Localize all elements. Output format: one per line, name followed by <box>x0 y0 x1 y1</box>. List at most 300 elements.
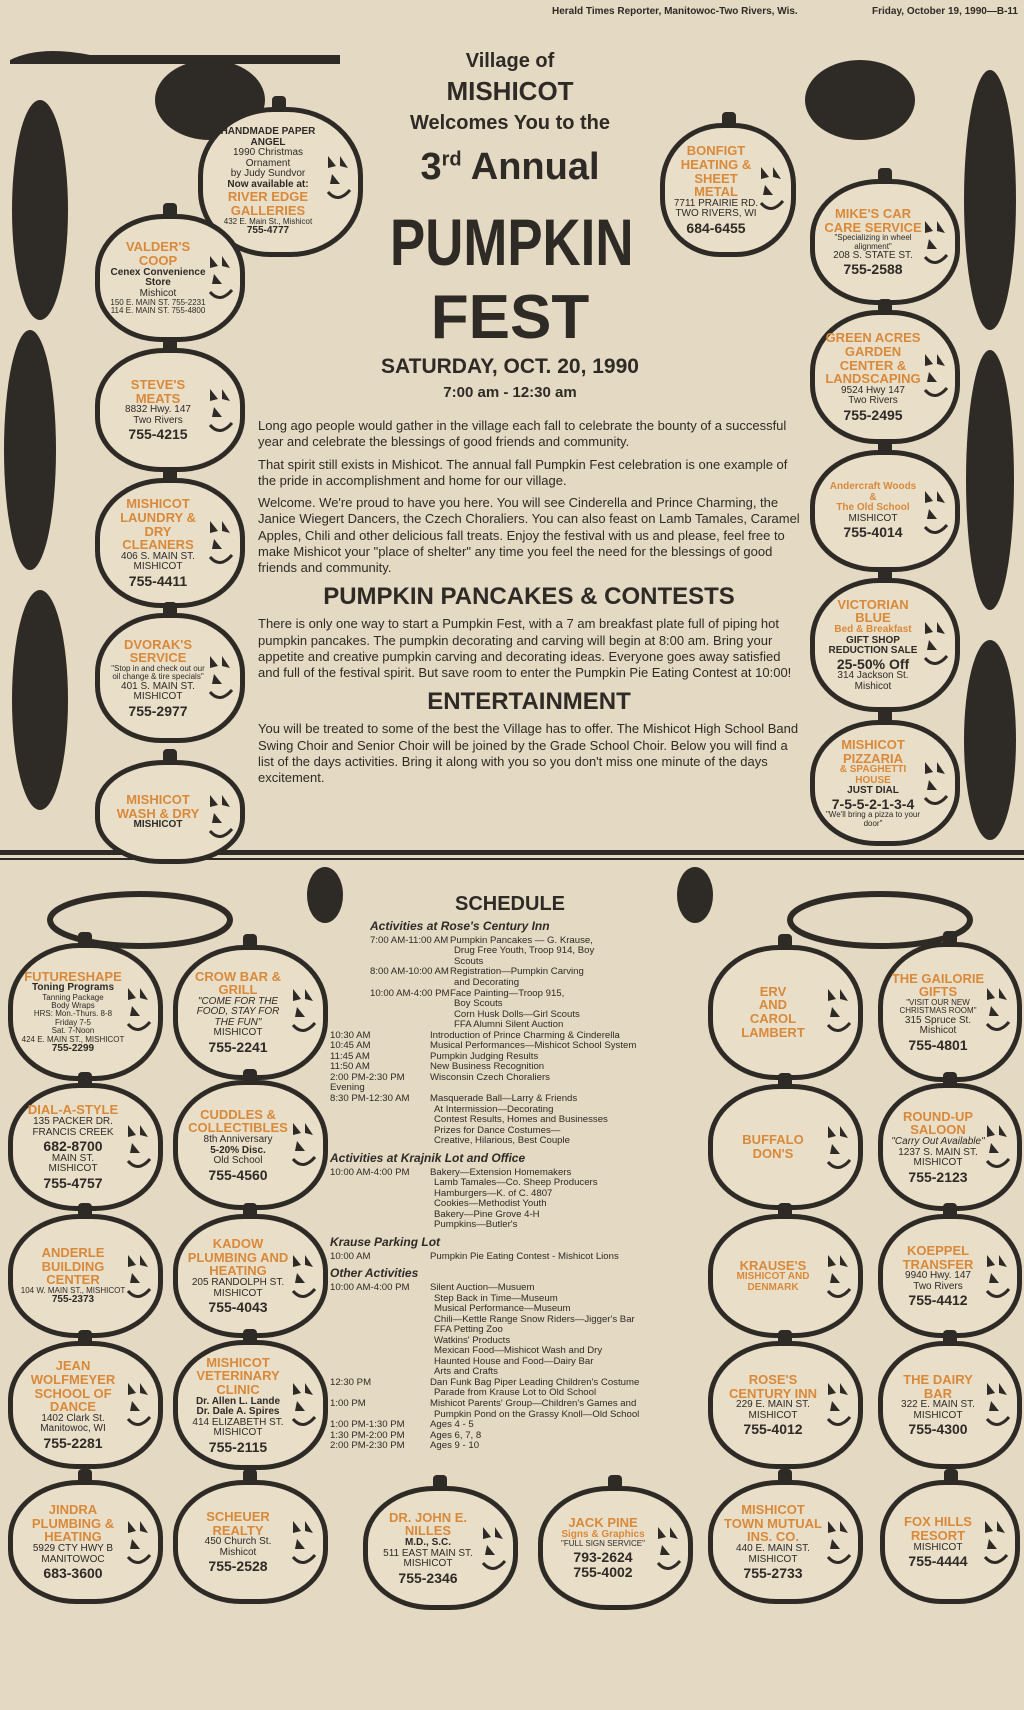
schedule-row <box>330 1094 670 1147</box>
schedule-title: SCHEDULE <box>454 893 565 915</box>
ad-line-name: MISHICOT WASH & DRY <box>116 792 200 821</box>
ad-line-name: THE DAIRY BAR <box>903 1372 973 1401</box>
ad-line-small: HRS: Mon.-Thurs. 8-8 <box>33 1009 113 1019</box>
ad-line-small: 150 E. MAIN ST. 755-2231 <box>110 298 206 307</box>
ad-dialastyle <box>8 1083 163 1211</box>
ad-line-phone: 683-3600 <box>43 1565 103 1582</box>
ad-line-phone: 755-4014 <box>843 524 903 541</box>
schedule-activity: Pumpkins—Butler's <box>434 1219 518 1231</box>
schedule-section-heading: Krause Parking Lot <box>330 1234 441 1249</box>
ad-line-name: MISHICOT TOWN MUTUAL INS. CO. <box>724 1502 822 1545</box>
schedule-activity: Bakery—Extension Homemakers <box>430 1166 572 1178</box>
ad-line-text: MISHICOT <box>133 561 183 573</box>
jack-o-lantern-face-icon <box>208 519 234 569</box>
schedule-time: 1:00 PM <box>330 1397 366 1409</box>
ad-line-text: 414 ELIZABETH ST. <box>192 1416 284 1428</box>
ad-line-sub: & <box>869 491 877 503</box>
ad-line-text: 8th Anniversary <box>203 1134 273 1146</box>
ad-line-phone: 755-4757 <box>43 1174 103 1191</box>
schedule-activity: Arts and Crafts <box>434 1366 498 1378</box>
jack-o-lantern-face-icon <box>208 387 234 437</box>
ad-line-text: 511 EAST MAIN ST. <box>383 1547 473 1559</box>
schedule-time: 11:50 AM <box>330 1061 370 1073</box>
ad-laundry <box>95 478 245 608</box>
schedule-time: 7:00 AM-11:00 AM <box>370 934 449 946</box>
schedule-activity: Watkins' Products <box>434 1334 511 1346</box>
ad-line-phone: 755-2495 <box>843 406 903 423</box>
pumpkin-stem-icon <box>608 1475 622 1491</box>
ad-line-text: MISHICOT <box>133 691 183 703</box>
jack-o-lantern-face-icon <box>826 1381 852 1431</box>
article <box>258 418 800 792</box>
ad-roses <box>708 1341 863 1469</box>
schedule-activities <box>450 936 594 968</box>
schedule-activity: Mishicot Parents' Group—Children's Games and <box>430 1397 637 1409</box>
ad-line-small: Body Wraps <box>51 1001 95 1011</box>
ad-line-phone: 755-4411 <box>128 572 188 589</box>
schedule-activities <box>430 1399 639 1420</box>
ad-line-name: JEAN WOLFMEYER SCHOOL OF DANCE <box>30 1358 116 1415</box>
ad-line-phone: 755-4012 <box>743 1421 803 1438</box>
ad-line-text: 322 E. MAIN ST. <box>901 1399 975 1411</box>
ad-line-phone: 755-4215 <box>128 426 188 443</box>
schedule-activities <box>430 1378 639 1399</box>
pumpkin-stem-icon <box>943 1072 957 1088</box>
ad-line-text: FRANCIS CREEK <box>32 1126 114 1138</box>
ad-line-phone: 755-4801 <box>908 1036 968 1053</box>
jack-o-lantern-face-icon <box>126 1519 152 1569</box>
ad-line-text: MISHICOT <box>48 1163 98 1175</box>
ad-line-sub: & SPAGHETTI HOUSE <box>839 764 907 786</box>
schedule-activity: Hamburgers—K. of C. 4807 <box>434 1187 553 1199</box>
schedule-activity: Ages 6, 7, 8 <box>430 1429 482 1441</box>
section-heading-entertainment: ENTERTAINMENT <box>427 688 631 716</box>
schedule-time: 11:45 AM <box>330 1050 370 1062</box>
schedule-activity: Creative, Hilarious, Best Couple <box>434 1135 570 1147</box>
jack-o-lantern-face-icon <box>208 654 234 704</box>
jack-o-lantern-face-icon <box>826 1253 852 1303</box>
jack-o-lantern-face-icon <box>923 489 949 539</box>
ad-line-name: MISHICOT LAUNDRY & DRY CLEANERS <box>120 496 196 553</box>
header-ordinal-suffix: rd <box>441 148 462 171</box>
ad-line-name: ERV <box>759 983 787 999</box>
ad-line-sub: Bed & Breakfast <box>834 624 912 636</box>
pumpkin-stem-icon <box>78 932 92 948</box>
schedule-activity: Musical Performance—Museum <box>434 1303 571 1315</box>
schedule-activity: and Decorating <box>454 976 520 988</box>
ad-line-name: AND <box>758 997 788 1013</box>
schedule-row <box>330 1073 670 1084</box>
ad-line-phone: 755-4412 <box>908 1292 968 1309</box>
ad-line-phone: 755-2123 <box>908 1168 968 1185</box>
schedule-section-heading: Activities at Rose's Century Inn <box>370 919 550 933</box>
schedule-activities <box>450 967 584 988</box>
pumpkin-stem-icon <box>722 112 736 128</box>
pumpkin-stem-icon <box>778 1330 792 1346</box>
schedule-activity: Ages 9 - 10 <box>430 1440 480 1452</box>
ad-line-text: Two Rivers <box>133 414 183 426</box>
pumpkin-stem-icon <box>163 467 177 483</box>
ad-foxhills <box>880 1480 1020 1604</box>
jack-o-lantern-face-icon <box>291 1381 317 1431</box>
ad-line-text: 5929 CTY HWY B <box>32 1543 114 1555</box>
ad-line-name: RIVER EDGE GALLERIES <box>227 189 309 219</box>
schedule-time: 10:30 AM <box>330 1029 371 1041</box>
schedule-activities <box>430 1252 619 1263</box>
ad-line-phone: 755-2528 <box>208 1558 268 1575</box>
schedule-activities <box>430 1283 635 1378</box>
schedule-activity: New Business Recognition <box>430 1061 545 1073</box>
pumpkin-stem-icon <box>163 203 177 219</box>
schedule-time: Evening <box>330 1082 365 1094</box>
article-paragraph: You will be treated to some of the best the Village has to offer. The Mishicot High School Band Swing Choir and Senior Choir will be joined by the Grade School Choir. Below you will find a list of the days activities. Bring it along with you so you don't miss one minute of the days excitement. <box>258 721 799 785</box>
ad-line-big: 7-5-5-2-1-3-4 <box>831 795 915 812</box>
ad-victorian <box>810 578 960 712</box>
schedule-activity: Chili—Kettle Range Snow Riders—Jigger's Bar <box>434 1313 635 1325</box>
pumpkin-stem-icon <box>163 337 177 353</box>
ad-line-name: ROSE'S CENTURY INN <box>728 1372 818 1401</box>
pumpkin-stem-icon <box>433 1475 447 1491</box>
pumpkin-stem-icon <box>878 168 892 184</box>
schedule-activity: Silent Auction—Musuem <box>430 1281 535 1293</box>
ad-line-small: "We'll bring a pizza to your door" <box>825 810 921 828</box>
schedule-activity: Registration—Pumpkin Carving <box>450 966 584 978</box>
ad-line-sub: Andercraft Woods <box>829 481 917 493</box>
pumpkin-stem-icon <box>243 934 257 950</box>
ad-line-bold: 5-20% Disc. <box>210 1144 266 1156</box>
ad-line-text: by Judy Sundvor <box>230 168 306 180</box>
ad-koeppel <box>878 1214 1022 1338</box>
ad-line-text: Old School <box>213 1155 263 1167</box>
ad-line-bold: Cenex Convenience Store <box>110 266 206 288</box>
ad-line-phone: 755-2281 <box>43 1434 103 1451</box>
ad-line-text: 135 PACKER DR. <box>33 1116 113 1128</box>
event-date: SATURDAY, OCT. 20, 1990 <box>381 355 639 378</box>
header-village-of: Village of <box>465 50 555 72</box>
pumpkin-stem-icon <box>78 1072 92 1088</box>
schedule-section-heading: Other Activities <box>330 1266 419 1281</box>
jack-o-lantern-face-icon <box>126 986 152 1036</box>
schedule-activity: Drug Free Youth, Troop 914, Boy <box>454 945 595 957</box>
ad-line-text: MISHICOT <box>748 1553 798 1565</box>
ad-line-small: 114 E. MAIN ST. 755-4800 <box>110 306 206 316</box>
ad-line-text: Mishicot <box>219 1546 257 1558</box>
ad-anderle <box>8 1214 163 1338</box>
jack-o-lantern-face-icon <box>985 986 1011 1036</box>
ad-line-phone: 755-2733 <box>743 1565 803 1582</box>
ad-line-name: SCHEUER REALTY <box>206 1509 270 1538</box>
schedule-activity: Masquerade Ball—Larry & Friends <box>430 1093 578 1104</box>
ad-line-name: GREEN ACRES GARDEN CENTER & LANDSCAPING <box>825 330 921 387</box>
ad-line-text: Mishicot <box>854 680 892 692</box>
ad-line-phone: 755-2115 <box>208 1438 268 1455</box>
ad-line-name: CUDDLES & COLLECTIBLES <box>188 1106 288 1136</box>
ad-line-name: KRAUSE'S <box>739 1257 807 1273</box>
header-welcomes: Welcomes You to the <box>409 112 611 134</box>
ad-dvorak <box>95 613 245 743</box>
ad-crowbar <box>173 945 328 1080</box>
schedule-activity: Pumpkin Pancakes — G. Krause, <box>450 934 593 946</box>
ad-line-text: Two Rivers <box>913 1280 963 1292</box>
jack-o-lantern-face-icon <box>326 154 352 204</box>
schedule-activity: Musical Performances—Mishicot School System <box>430 1040 637 1052</box>
ad-line-phone: 755-4043 <box>208 1299 268 1316</box>
ad-line-phone: 755-2346 <box>398 1569 458 1586</box>
pumpkin-stem-icon <box>878 439 892 455</box>
section-heading-pancakes: PUMPKIN PANCAKES & CONTESTS <box>323 583 735 611</box>
ad-line-name: DVORAK'S SERVICE <box>123 636 193 666</box>
schedule-time: 8:30 PM-12:30 AM <box>330 1093 410 1104</box>
pumpkin-stem-icon <box>778 1469 792 1485</box>
ad-line-text: MAIN ST. <box>51 1152 95 1164</box>
ad-cuddles <box>173 1080 328 1210</box>
jack-o-lantern-face-icon <box>208 793 234 843</box>
schedule-activities <box>430 1094 608 1147</box>
jack-o-lantern-face-icon <box>481 1525 507 1575</box>
ad-line-bold: JUST DIAL <box>847 785 899 797</box>
jack-o-lantern-face-icon <box>923 219 949 269</box>
ad-vetclinic <box>173 1340 328 1470</box>
ad-nilles <box>363 1486 518 1610</box>
masthead-date: Friday, October 19, 1990—B-11 <box>872 6 1018 17</box>
ad-line-bold: GIFT SHOP REDUCTION SALE <box>828 634 918 657</box>
ad-line-phone: 755-2241 <box>208 1038 268 1055</box>
ad-line-text: 8832 Hwy. 147 <box>125 404 191 416</box>
ad-line-name: BUFFALO DON'S <box>742 1132 804 1161</box>
ad-line-small: "FULL SIGN SERVICE" <box>561 1539 645 1549</box>
pumpkin-stem-icon <box>163 749 177 765</box>
ad-line-phone: 682-8700 <box>43 1138 103 1155</box>
schedule-activity: Bakery—Pine Grove 4-H <box>434 1208 540 1220</box>
ad-line-text: 1990 Christmas Ornament <box>232 147 304 169</box>
ad-line-phone: 755-4002 <box>573 1564 633 1581</box>
ad-line-name: FUTURESHAPE <box>24 968 122 984</box>
schedule-section-heading: Activities at Krajnik Lot and Office <box>330 1150 526 1165</box>
pumpkin-stem-icon <box>943 1203 957 1219</box>
schedule-time: 12:30 PM <box>330 1376 372 1388</box>
ad-roundup <box>878 1083 1022 1211</box>
ad-townmutual <box>708 1480 863 1604</box>
ad-line-name: LAMBERT <box>741 1024 805 1040</box>
schedule-time: 1:30 PM-2:00 PM <box>330 1429 405 1441</box>
schedule-time: 10:00 AM <box>330 1250 371 1262</box>
schedule-activity: Scouts <box>454 955 484 967</box>
ad-line-name: CROW BAR & GRILL <box>195 968 281 998</box>
schedule-activity: Face Painting—Troop 915, <box>450 987 565 999</box>
schedule-time: 10:00 AM-4:00 PM <box>330 1166 410 1178</box>
ad-line-text: 314 Jackson St. <box>837 670 909 682</box>
jack-o-lantern-face-icon <box>985 1381 1011 1431</box>
ad-krauses <box>708 1214 863 1338</box>
pumpkin-stem-icon <box>78 1330 92 1346</box>
ad-line-sub: MISHICOT AND DENMARK <box>736 1271 810 1293</box>
ad-erv <box>708 945 863 1080</box>
article-paragraph: Long ago people would gather in the village each fall to celebrate the bounty of a successful year and celebrate the blessings of good friends and community. <box>258 418 787 450</box>
article-paragraph: There is only one way to start a Pumpkin Fest, with a 7 am breakfast plate full of piping hot pumpkin pancakes. The pumpkin decorating and carving will begin at 8:00 am. Bring your appetite and creative pumpkin carving and decorating ideas. Everyone goes away satisfied and full of the festival spirit. But save room to enter the Pumpkin Pie Eating Contest at 10:00! <box>258 616 792 680</box>
ad-line-name: FOX HILLS RESORT <box>904 1514 972 1543</box>
ad-line-name: MISHICOT VETERINARY CLINIC <box>196 1354 280 1397</box>
ad-line-text: 205 RANDOLPH ST. <box>191 1277 285 1289</box>
jack-o-lantern-face-icon <box>291 1253 317 1303</box>
schedule-time: 10:00 AM-4:00 PM <box>370 987 450 999</box>
ad-line-text: 7711 PRAIRIE RD. <box>673 197 759 209</box>
ad-wolfmeyer <box>8 1341 163 1469</box>
schedule-activity: Cookies—Methodist Youth <box>434 1198 547 1210</box>
jack-o-lantern-face-icon <box>923 352 949 402</box>
ad-line-name: MISHICOT PIZZARIA <box>841 736 905 766</box>
pumpkin-stem-icon <box>78 1203 92 1219</box>
ad-mikes <box>810 179 960 305</box>
ad-line-name: STEVE'S MEATS <box>130 377 186 406</box>
ad-line-text: MISHICOT <box>848 512 898 524</box>
jack-o-lantern-face-icon <box>291 1121 317 1171</box>
ad-line-text: 9524 Hwy 147 <box>841 384 905 396</box>
ad-line-sub: Signs & Graphics <box>561 1528 645 1540</box>
ad-line-small: Tanning Package <box>42 992 104 1002</box>
pumpkin-stem-icon <box>778 1073 792 1089</box>
ad-line-sub: The Old School <box>836 502 910 514</box>
pumpkin-stem-icon <box>163 602 177 618</box>
masthead-paper: Herald Times Reporter, Manitowoc-Two Rivers, Wis. <box>552 6 798 17</box>
ad-line-small: "Stop in and check out our oil change & tire specials" <box>111 663 205 682</box>
header-mishicot: MISHICOT <box>446 76 574 106</box>
jack-o-lantern-face-icon <box>126 1253 152 1303</box>
ad-line-text: 440 E. MAIN ST. <box>736 1543 810 1555</box>
schedule-activity: Boy Scouts <box>454 998 503 1010</box>
ad-line-name: JACK PINE <box>568 1515 638 1531</box>
schedule-activity: Contest Results, Homes and Businesses <box>434 1114 608 1126</box>
ad-line-text: MISHICOT <box>213 1287 263 1299</box>
ad-line-name: VALDER'S COOP <box>125 239 191 268</box>
schedule-activity: Wisconsin Czech Choraliers <box>430 1071 550 1083</box>
ad-line-phone: 755-2588 <box>843 261 903 278</box>
ad-line-bold: Now available at: <box>227 178 309 190</box>
ad-kadow <box>173 1214 328 1338</box>
schedule-activity: FFA Petting Zoo <box>434 1324 503 1336</box>
schedule-time: 2:00 PM-2:30 PM <box>330 1071 405 1083</box>
ad-line-small: Sat. 7-Noon <box>51 1026 95 1036</box>
ad-buffalodons <box>708 1084 863 1210</box>
jack-o-lantern-face-icon <box>985 1123 1011 1173</box>
schedule-activities <box>430 1168 598 1231</box>
ad-line-small: 104 W. MAIN ST., MISHICOT <box>20 1286 126 1296</box>
ad-valders <box>95 214 245 342</box>
ad-line-name: THE GAILORIE GIFTS <box>891 970 985 1000</box>
ad-line-name: MIKE'S CAR CARE SERVICE <box>824 205 922 235</box>
schedule-activity: Haunted House and Food—Dairy Bar <box>434 1355 594 1367</box>
ad-line-text: MISHICOT <box>748 1409 798 1421</box>
ad-scheuer <box>173 1480 328 1604</box>
pumpkin-stem-icon <box>243 1469 257 1485</box>
ad-line-name: KADOW PLUMBING AND HEATING <box>187 1236 289 1279</box>
schedule-activity: Step Back in Time—Museum <box>434 1292 558 1304</box>
schedule-activities <box>430 1073 550 1084</box>
schedule-activity: Dan Funk Bag Piper Leading Children's Costume <box>430 1376 640 1388</box>
schedule-row <box>330 1168 670 1231</box>
ad-line-name: ANDERLE BUILDING CENTER <box>41 1245 105 1288</box>
ad-line-text: MISHICOT <box>213 1027 263 1039</box>
ad-line-name: DR. JOHN E. NILLES <box>388 1509 467 1539</box>
schedule-activity: Pumpkin Pie Eating Contest - Mishicot Lions <box>430 1250 619 1262</box>
ad-line-italic: "COME FOR THE FOOD, STAY FOR THE FUN" <box>196 995 280 1028</box>
jack-o-lantern-face-icon <box>826 1124 852 1174</box>
ad-line-text: MISHICOT <box>213 1427 263 1439</box>
jack-o-lantern-face-icon <box>126 1123 152 1173</box>
pumpkin-stem-icon <box>878 567 892 583</box>
pumpkin-stem-icon <box>78 1469 92 1485</box>
ad-line-text: 1237 S. MAIN ST. <box>898 1146 978 1158</box>
ad-line-text: MISHICOT <box>913 1541 963 1553</box>
schedule-row <box>370 967 670 988</box>
pumpkin-stem-icon <box>943 1330 957 1346</box>
ad-line-bold: MISHICOT <box>133 819 183 831</box>
ad-line-text: MISHICOT <box>913 1157 963 1169</box>
ad-dairybar <box>878 1341 1022 1469</box>
ad-line-text: Mishicot <box>139 287 177 299</box>
ad-line-text: 9940 Hwy. 147 <box>905 1270 971 1282</box>
ad-line-text: TWO RIVERS, WI <box>675 208 757 220</box>
ad-line-name: CAROL <box>749 1011 797 1026</box>
schedule-row <box>370 936 670 968</box>
ad-line-bold: Dr. Dale A. Spires <box>196 1406 280 1418</box>
jack-o-lantern-face-icon <box>923 620 949 670</box>
ad-line-text: 315 Spruce St. <box>904 1014 972 1026</box>
jack-o-lantern-face-icon <box>923 760 949 810</box>
ad-gailorie <box>878 942 1022 1082</box>
ad-line-name: JINDRA PLUMBING & HEATING <box>31 1502 115 1545</box>
schedule-time: 2:00 PM-2:30 PM <box>330 1440 405 1452</box>
ad-line-phone: 755-4300 <box>908 1421 968 1438</box>
schedule-row <box>330 1399 670 1420</box>
article-paragraph: Welcome. We're proud to have you here. You will see Cinderella and Prince Charming, the Janice Wiegert Dancers, the Czech Choraliers. You can also feast on Lamb Tamales, Caramel Apples, Chili and other delicious fall treats. Enjoy the festival with us and please, feel free to make Mishicot your "place of shelter" any time you feel the need for the blessings of good friends and community. <box>258 495 800 575</box>
schedule-row <box>330 1252 670 1263</box>
ad-pizzaria <box>810 720 960 846</box>
ad-line-name: ROUND-UP SALOON <box>902 1108 974 1138</box>
schedule-activities <box>450 989 580 1031</box>
ad-line-phone: 793-2624 <box>573 1548 633 1565</box>
header-annual <box>360 146 660 189</box>
ad-line-text: MISHICOT <box>403 1558 453 1570</box>
schedule-time: 10:00 AM-4:00 PM <box>330 1281 410 1293</box>
schedule-activity: Pumpkin Judging Results <box>430 1050 539 1062</box>
ad-line-text: MANITOWOC <box>41 1553 105 1565</box>
pumpkin-stem-icon <box>878 709 892 725</box>
article-paragraph: That spirit still exists in Mishicot. The annual fall Pumpkin Fest celebration is one example of the pride in accomplishment and home for our village. <box>258 456 788 488</box>
schedule-time: 1:00 PM-1:30 PM <box>330 1419 405 1431</box>
schedule-activity: FFA Alumni Silent Auction <box>454 1019 564 1031</box>
schedule-activities <box>430 1441 479 1452</box>
ad-line-bold: Toning Programs <box>31 982 115 994</box>
ad-line-bold: M.D., S.C. <box>404 1537 452 1549</box>
jack-o-lantern-face-icon <box>826 1519 852 1569</box>
schedule-activity: Corn Husk Dolls—Girl Scouts <box>454 1008 580 1020</box>
schedule-row <box>370 989 670 1031</box>
ad-line-bold: 755-2373 <box>51 1294 95 1306</box>
jack-o-lantern-face-icon <box>985 1253 1011 1303</box>
ad-andercraft <box>810 450 960 572</box>
ad-jackpine <box>538 1486 693 1610</box>
schedule-time: 10:45 AM <box>330 1040 371 1052</box>
ad-line-text: 229 E. MAIN ST. <box>736 1399 810 1411</box>
ad-futureshape <box>8 943 163 1081</box>
jack-o-lantern-face-icon <box>208 254 234 304</box>
jack-o-lantern-face-icon <box>126 1381 152 1431</box>
schedule-row <box>330 1441 670 1452</box>
ad-line-small: "VISIT OUR NEW CHRISTMAS ROOM" <box>899 997 977 1016</box>
schedule-activity: Prizes for Dance Costumes— <box>434 1124 561 1136</box>
schedule-row <box>330 1378 670 1399</box>
ad-line-italic: "Carry Out Available" <box>891 1136 985 1148</box>
